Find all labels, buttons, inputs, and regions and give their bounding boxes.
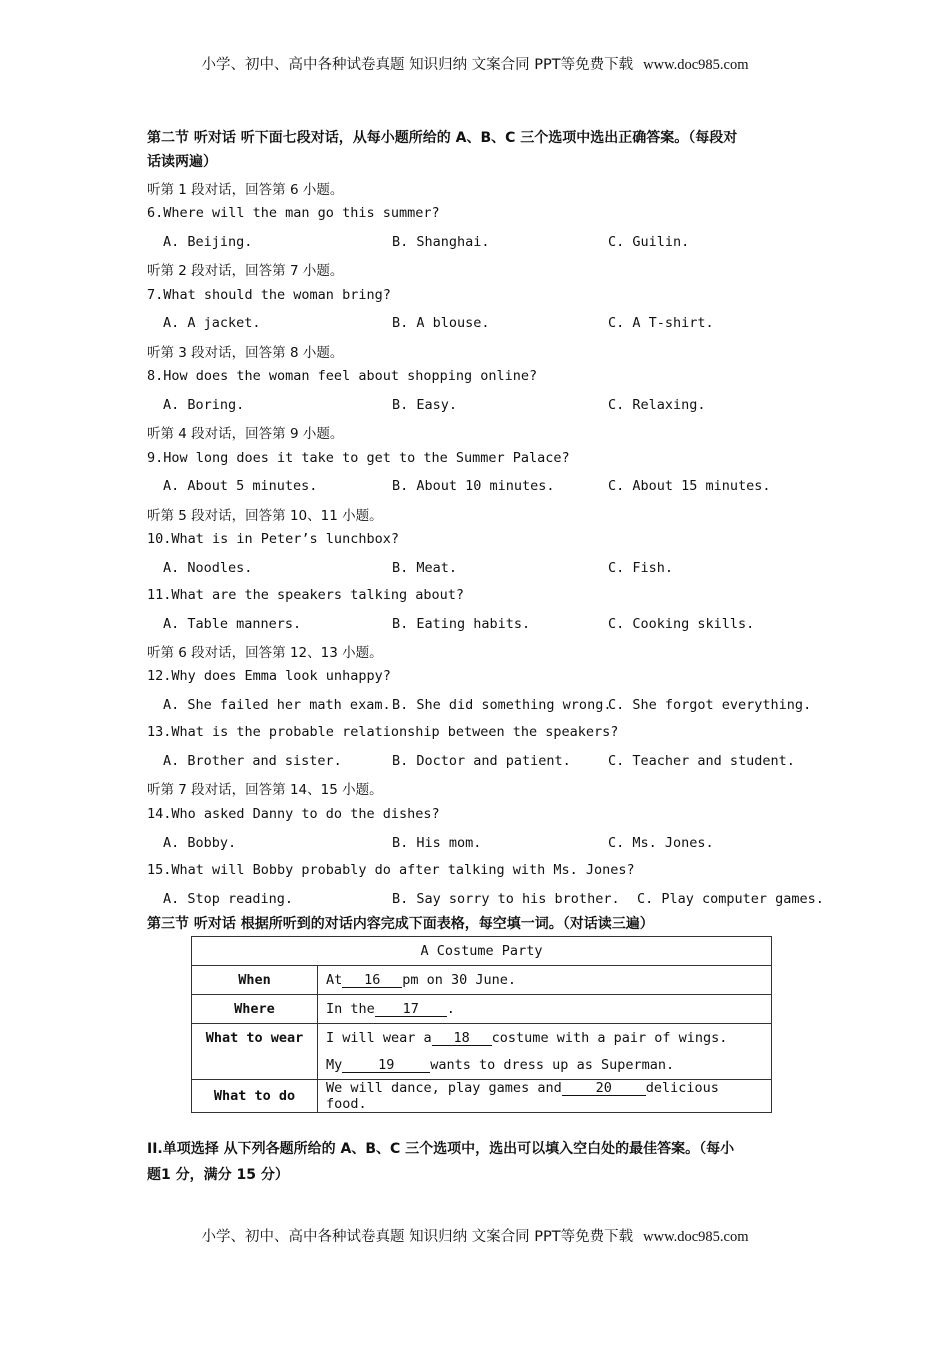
blank-16: 16 bbox=[342, 973, 402, 988]
do-suffix: delicious food. bbox=[326, 1080, 719, 1112]
q7-option-a: A. A jacket. bbox=[163, 315, 261, 331]
q10-option-b: B. Meat. bbox=[392, 560, 458, 576]
dialogue-1-instruction: 听第 1 段对话，回答第 6 小题。 bbox=[147, 182, 344, 198]
dialogue-2-instruction: 听第 2 段对话，回答第 7 小题。 bbox=[147, 263, 344, 279]
question-14: 14.Who asked Danny to do the dishes? bbox=[147, 806, 440, 822]
q10-option-a: A. Noodles. bbox=[163, 560, 253, 576]
q7-option-c: C. A T-shirt. bbox=[608, 315, 714, 331]
q15-option-a: A. Stop reading. bbox=[163, 891, 294, 907]
question-13: 13.What is the probable relationship between the speakers? bbox=[147, 724, 619, 740]
q9-option-c: C. About 15 minutes. bbox=[608, 478, 771, 494]
q8-option-c: C. Relaxing. bbox=[608, 397, 706, 413]
question-10: 10.What is in Peter’s lunchbox? bbox=[147, 531, 399, 547]
part2-heading-line2: 题1 分，满分 15 分） bbox=[147, 1167, 289, 1183]
wear-line-1 bbox=[326, 1025, 763, 1052]
wear1-suffix: costume with a pair of wings. bbox=[491, 1029, 728, 1046]
q10-option-c: C. Fish. bbox=[608, 560, 674, 576]
question-15: 15.What will Bobby probably do after talking with Ms. Jones? bbox=[147, 862, 635, 878]
header-text: 小学、初中、高中各种试卷真题 知识归纳 文案合同 PPT等免费下载 bbox=[201, 57, 634, 73]
dialogue-7-instruction: 听第 7 段对话，回答第 14、15 小题。 bbox=[147, 782, 383, 798]
q12-option-a: A. She failed her math exam. bbox=[163, 697, 391, 713]
blank-19: 19 bbox=[342, 1058, 430, 1073]
question-8: 8.How does the woman feel about shopping online? bbox=[147, 368, 538, 384]
q9-option-a: A. About 5 minutes. bbox=[163, 478, 318, 494]
q7-option-b: B. A blouse. bbox=[392, 315, 490, 331]
row-label-where: Where bbox=[192, 995, 318, 1024]
footer-url: www.doc985.com bbox=[643, 1229, 749, 1245]
q13-option-c: C. Teacher and student. bbox=[608, 753, 795, 769]
question-11: 11.What are the speakers talking about? bbox=[147, 587, 464, 603]
dialogue-5-instruction: 听第 5 段对话，回答第 10、11 小题。 bbox=[147, 508, 383, 524]
q11-option-c: C. Cooking skills. bbox=[608, 616, 755, 632]
q15-option-c: C. Play computer games. bbox=[637, 891, 824, 907]
section3-heading: 第三节 听对话 根据所听到的对话内容完成下面表格，每空填一词。（对话读三遍） bbox=[147, 916, 654, 932]
section2-heading-line1: 第二节 听对话 听下面七段对话，从每小题所给的 A、B、C 三个选项中选出正确答案。（每段对 bbox=[147, 130, 738, 146]
question-12: 12.Why does Emma look unhappy? bbox=[147, 668, 391, 684]
q14-option-b: B. His mom. bbox=[392, 835, 482, 851]
wear-line-2 bbox=[326, 1052, 763, 1079]
row-when bbox=[318, 966, 772, 995]
part2-heading bbox=[147, 1136, 827, 1188]
header-url: www.doc985.com bbox=[643, 57, 749, 73]
blank-17: 17 bbox=[375, 1002, 447, 1017]
q6-option-c: C. Guilin. bbox=[608, 234, 690, 250]
q11-option-a: A. Table manners. bbox=[163, 616, 302, 632]
table-title: A Costume Party bbox=[192, 937, 772, 966]
blank-18: 18 bbox=[432, 1031, 492, 1046]
dialogue-6-instruction: 听第 6 段对话，回答第 12、13 小题。 bbox=[147, 645, 383, 661]
section2-heading bbox=[147, 126, 827, 174]
footer-text: 小学、初中、高中各种试卷真题 知识归纳 文案合同 PPT等免费下载 bbox=[201, 1229, 634, 1245]
q13-option-b: B. Doctor and patient. bbox=[392, 753, 571, 769]
wear2-prefix: My bbox=[326, 1056, 343, 1073]
page-footer bbox=[0, 1225, 950, 1246]
do-prefix: We will dance, play games and bbox=[326, 1080, 562, 1096]
blank-20: 20 bbox=[562, 1081, 646, 1096]
q15-option-b: B. Say sorry to his brother. bbox=[392, 891, 620, 907]
q14-option-a: A. Bobby. bbox=[163, 835, 237, 851]
page-header bbox=[0, 53, 950, 74]
q14-option-c: C. Ms. Jones. bbox=[608, 835, 714, 851]
q6-option-a: A. Beijing. bbox=[163, 234, 253, 250]
q9-option-b: B. About 10 minutes. bbox=[392, 478, 555, 494]
row-do bbox=[318, 1080, 772, 1113]
dialogue-4-instruction: 听第 4 段对话，回答第 9 小题。 bbox=[147, 426, 344, 442]
costume-party-table bbox=[191, 936, 772, 1113]
q11-option-b: B. Eating habits. bbox=[392, 616, 531, 632]
where-prefix: In the bbox=[326, 1001, 375, 1017]
q12-option-b: B. She did something wrong. bbox=[392, 697, 612, 713]
q8-option-b: B. Easy. bbox=[392, 397, 458, 413]
question-6: 6.Where will the man go this summer? bbox=[147, 205, 440, 221]
part2-heading-line1: II.单项选择 从下列各题所给的 A、B、C 三个选项中，选出可以填入空白处的最佳答案。（每小 bbox=[147, 1141, 735, 1157]
row-where bbox=[318, 995, 772, 1024]
question-9: 9.How long does it take to get to the Summer Palace? bbox=[147, 450, 570, 466]
when-suffix: pm on 30 June. bbox=[402, 972, 517, 988]
q8-option-a: A. Boring. bbox=[163, 397, 245, 413]
section2-heading-line2: 话读两遍） bbox=[147, 154, 217, 170]
wear2-suffix: wants to dress up as Superman. bbox=[430, 1056, 675, 1073]
q13-option-a: A. Brother and sister. bbox=[163, 753, 342, 769]
row-label-wear: What to wear bbox=[192, 1024, 318, 1080]
row-wear bbox=[318, 1024, 772, 1080]
question-7: 7.What should the woman bring? bbox=[147, 287, 391, 303]
when-prefix: At bbox=[326, 972, 343, 988]
q6-option-b: B. Shanghai. bbox=[392, 234, 490, 250]
wear1-prefix: I will wear a bbox=[326, 1029, 432, 1046]
q12-option-c: C. She forgot everything. bbox=[608, 697, 812, 713]
where-suffix: . bbox=[446, 1001, 455, 1017]
row-label-when: When bbox=[192, 966, 318, 995]
row-label-do: What to do bbox=[192, 1080, 318, 1113]
dialogue-3-instruction: 听第 3 段对话，回答第 8 小题。 bbox=[147, 345, 344, 361]
